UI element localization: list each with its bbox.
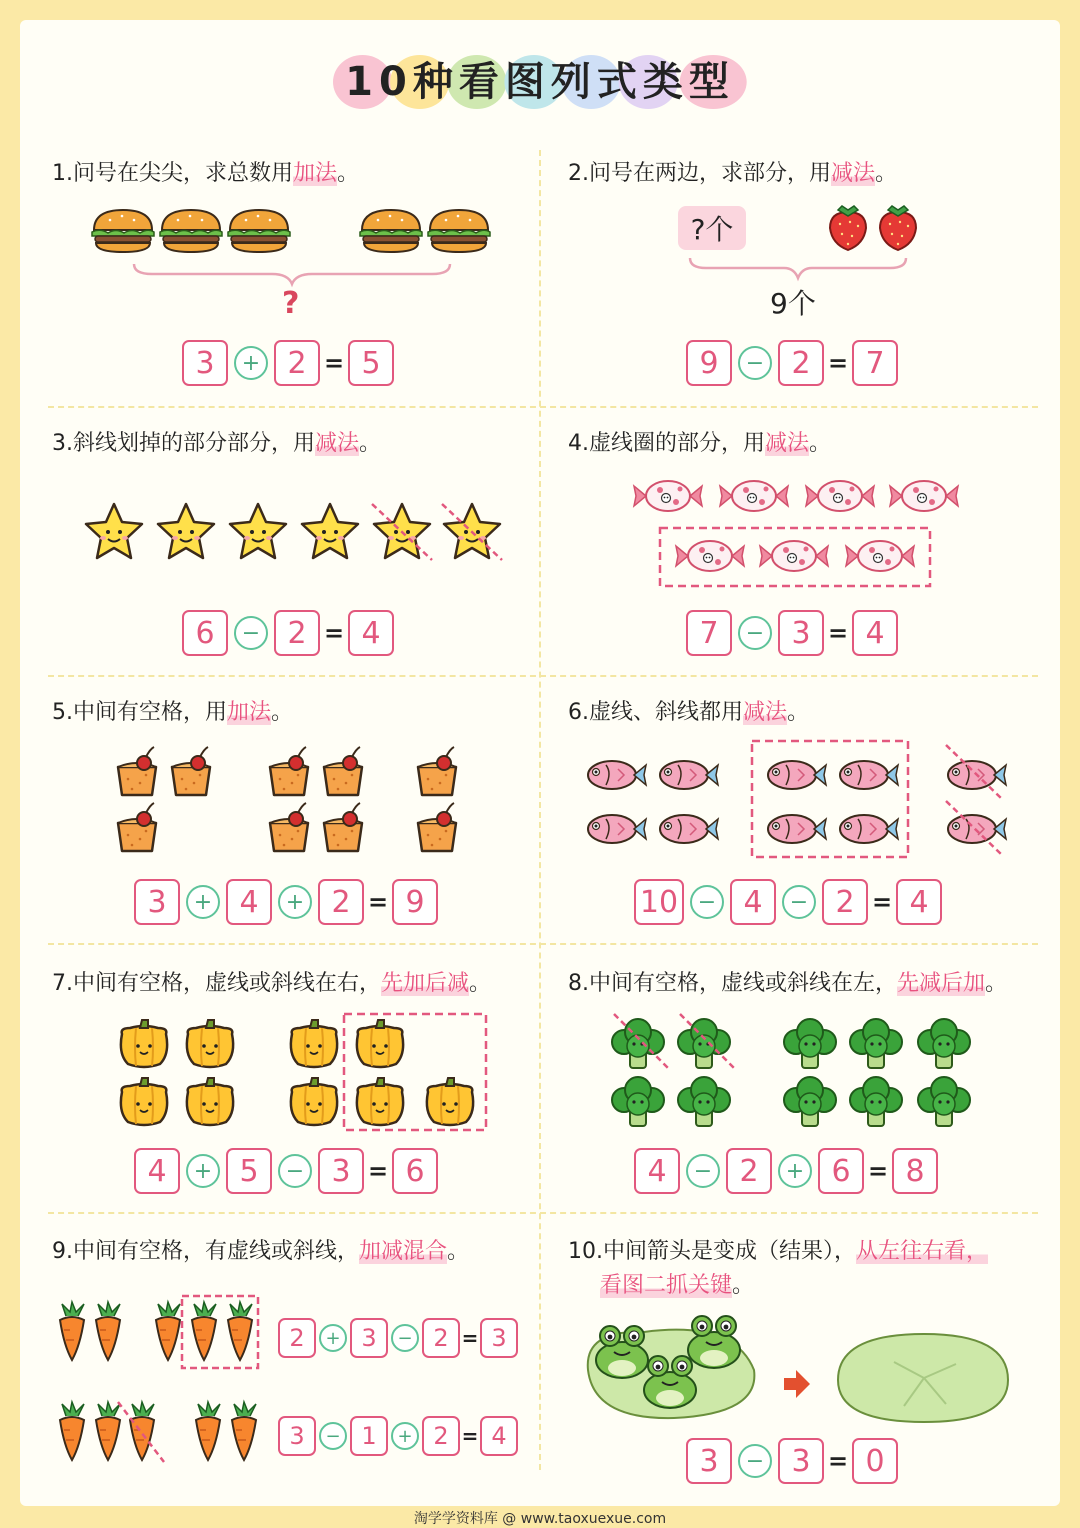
cake-icon <box>270 803 308 851</box>
pepper-icon <box>357 1078 403 1125</box>
equals-sign: = <box>323 619 345 647</box>
equation-number: 2 <box>318 879 364 925</box>
operator-minus: − <box>278 1154 312 1188</box>
pepper-icon <box>291 1078 337 1125</box>
section-4-heading: 4.虚线圈的部分，用减法。 <box>568 431 832 456</box>
burger-icon <box>428 210 490 252</box>
operator-minus: − <box>738 346 772 380</box>
burger-icon <box>92 210 154 252</box>
equation-result: 3 <box>480 1318 518 1358</box>
pepper-icon <box>357 1020 403 1067</box>
fish-icon <box>768 815 826 843</box>
fish-icon <box>840 815 898 843</box>
equation-result: 8 <box>892 1148 938 1194</box>
equation-number: 6 <box>182 610 228 656</box>
operator-plus: + <box>778 1154 812 1188</box>
section-9-heading: 9.中间有空格，有虚线或斜线，加减混合。 <box>52 1239 470 1264</box>
equation-number: 2 <box>274 610 320 656</box>
burger-icon <box>360 210 422 252</box>
equals-sign: = <box>367 1157 389 1185</box>
operator-plus: + <box>391 1422 419 1450</box>
candy-icon <box>676 541 744 571</box>
carrot-icon <box>96 1302 120 1360</box>
section-9 <box>22 1234 522 1502</box>
operator-minus: − <box>319 1422 347 1450</box>
operator-plus: + <box>186 1154 220 1188</box>
section-10-equation <box>686 1438 898 1484</box>
pepper-icon <box>187 1020 233 1067</box>
equation-number: 2 <box>726 1148 772 1194</box>
fish-icon-crossed <box>948 815 1006 843</box>
operator-plus: + <box>319 1324 347 1352</box>
equation-number: 6 <box>818 1148 864 1194</box>
section-6-heading: 6.虚线、斜线都用减法。 <box>568 700 810 725</box>
equals-sign: = <box>827 1447 849 1475</box>
equation-number: 9 <box>686 340 732 386</box>
fish-icon <box>660 815 718 843</box>
cake-icon <box>418 747 456 795</box>
section-3-heading: 3.斜线划掉的部分部分，用减法。 <box>52 431 382 456</box>
equals-sign: = <box>323 349 345 377</box>
operator-plus: + <box>186 885 220 919</box>
section-5-equation <box>134 879 438 925</box>
operator-plus: + <box>278 885 312 919</box>
operator-minus: − <box>690 885 724 919</box>
cake-illustration <box>114 743 474 853</box>
footer-credit: 淘学学资料库 @ www.taoxuexue.com <box>413 1511 667 1527</box>
section-1-equation <box>182 340 394 386</box>
cake-icon <box>172 747 210 795</box>
equals-sign: = <box>461 1326 479 1350</box>
equation-result: 4 <box>896 879 942 925</box>
burger-icon <box>228 210 290 252</box>
broccoli-icon <box>678 1077 730 1126</box>
equation-number: 4 <box>226 879 272 925</box>
section-3-equation <box>182 610 394 656</box>
carrot-icon <box>232 1402 256 1460</box>
broccoli-icon-crossed <box>678 1019 730 1068</box>
carrot-icon <box>196 1402 220 1460</box>
equation-number: 3 <box>318 1148 364 1194</box>
equation-number: 4 <box>730 879 776 925</box>
section-1-heading: 1.问号在尖尖，求总数用加法。 <box>52 161 360 186</box>
equals-sign: = <box>367 888 389 916</box>
section-7 <box>22 966 522 1234</box>
star-icon <box>158 504 214 558</box>
equation-number: 2 <box>822 879 868 925</box>
equation-number: 3 <box>686 1438 732 1484</box>
pepper-icon <box>291 1020 337 1067</box>
equation-number: 3 <box>182 340 228 386</box>
equals-sign: = <box>827 349 849 377</box>
unknown-part-tag: ?个 <box>678 206 746 250</box>
section-8 <box>538 966 1038 1234</box>
candy-icon <box>890 481 958 511</box>
broccoli-icon <box>612 1077 664 1126</box>
section-5-heading: 5.中间有空格，用加法。 <box>52 700 294 725</box>
section-2-heading: 2.问号在两边，求部分，用减法。 <box>568 161 898 186</box>
arrow-right-icon <box>784 1370 810 1398</box>
candy-illustration <box>632 476 972 596</box>
carrot-icon <box>96 1402 120 1460</box>
section-2-equation <box>686 340 898 386</box>
carrot-icon <box>192 1302 216 1360</box>
pepper-icon <box>121 1078 167 1125</box>
operator-plus: + <box>234 346 268 380</box>
fish-illustration <box>584 741 1014 861</box>
operator-minus: − <box>738 616 772 650</box>
fish-icon <box>840 761 898 789</box>
candy-icon <box>760 541 828 571</box>
candy-icon <box>634 481 702 511</box>
broccoli-icon <box>918 1077 970 1126</box>
section-5 <box>22 695 522 963</box>
equation-number: 3 <box>134 879 180 925</box>
broccoli-illustration <box>610 1014 990 1134</box>
strawberry-icon <box>880 206 916 250</box>
equation-number: 4 <box>134 1148 180 1194</box>
section-1 <box>22 156 522 424</box>
star-icon <box>302 504 358 558</box>
star-icon <box>230 504 286 558</box>
equation-result: 7 <box>852 340 898 386</box>
star-illustration <box>84 502 504 562</box>
section-7-heading: 7.中间有空格，虚线或斜线在右，先加后减。 <box>52 971 492 996</box>
page-title: 10种看图列式类型 <box>345 59 735 105</box>
operator-minus: − <box>686 1154 720 1188</box>
section-8-heading: 8.中间有空格，虚线或斜线在左，先减后加。 <box>568 971 1008 996</box>
equals-sign: = <box>871 888 893 916</box>
pepper-icon <box>121 1020 167 1067</box>
equation-number: 5 <box>226 1148 272 1194</box>
operator-minus: − <box>738 1444 772 1478</box>
broccoli-icon-crossed <box>612 1019 664 1068</box>
section-9-equation-2 <box>278 1416 518 1456</box>
frog-icon <box>688 1316 740 1368</box>
broccoli-icon <box>784 1019 836 1068</box>
carrot-illustration <box>54 1302 274 1472</box>
equals-sign: = <box>461 1424 479 1448</box>
operator-minus: − <box>234 616 268 650</box>
equation-number: 3 <box>350 1318 388 1358</box>
cake-icon <box>118 747 156 795</box>
equation-number: 3 <box>778 1438 824 1484</box>
section-4-equation <box>686 610 898 656</box>
fish-icon <box>768 761 826 789</box>
equation-result: 0 <box>852 1438 898 1484</box>
equation-number: 3 <box>778 610 824 656</box>
carrot-icon-crossed <box>130 1402 154 1460</box>
equation-result: 6 <box>392 1148 438 1194</box>
equation-number: 4 <box>634 1148 680 1194</box>
strawberry-icon <box>830 206 866 250</box>
equation-number: 7 <box>686 610 732 656</box>
fish-icon <box>660 761 718 789</box>
cake-icon <box>324 747 362 795</box>
burger-icon <box>160 210 222 252</box>
fish-icon <box>588 761 646 789</box>
title-area <box>0 52 1080 112</box>
broccoli-icon <box>784 1077 836 1126</box>
section-4 <box>538 426 1038 694</box>
section-6-equation <box>634 879 942 925</box>
equation-number: 1 <box>350 1416 388 1456</box>
equation-result: 4 <box>852 610 898 656</box>
equation-result: 9 <box>392 879 438 925</box>
fish-icon <box>588 815 646 843</box>
equation-number: 2 <box>422 1416 460 1456</box>
cake-icon <box>118 803 156 851</box>
section-10-heading: 10.中间箭头是变成（结果），从左往右看， <box>568 1239 989 1264</box>
equation-result: 5 <box>348 340 394 386</box>
equation-number: 2 <box>422 1318 460 1358</box>
equation-number: 2 <box>778 340 824 386</box>
broccoli-icon <box>850 1077 902 1126</box>
star-icon <box>86 504 142 558</box>
section-10-heading-line2: 看图二抓关键。 <box>600 1273 755 1298</box>
frog-illustration <box>584 1310 1014 1430</box>
section-7-equation <box>134 1148 438 1194</box>
broccoli-icon <box>850 1019 902 1068</box>
section-10 <box>538 1234 1038 1502</box>
equals-sign: = <box>867 1157 889 1185</box>
carrot-icon <box>60 1302 84 1360</box>
cake-icon <box>270 747 308 795</box>
equation-number: 3 <box>278 1416 316 1456</box>
candy-icon <box>720 481 788 511</box>
pepper-illustration <box>116 1014 496 1134</box>
section-3 <box>22 426 522 694</box>
total-brace <box>134 264 450 284</box>
pepper-icon <box>187 1078 233 1125</box>
question-mark: ? <box>282 286 300 321</box>
carrot-icon <box>228 1302 252 1360</box>
section-2 <box>538 156 1038 424</box>
cake-icon <box>418 803 456 851</box>
section-6 <box>538 695 1038 963</box>
equals-sign: = <box>827 619 849 647</box>
total-label: 9个 <box>770 287 816 320</box>
broccoli-icon <box>918 1019 970 1068</box>
section-9-equation-1 <box>278 1318 518 1358</box>
carrot-icon <box>156 1302 180 1360</box>
cake-icon <box>324 803 362 851</box>
equation-number: 2 <box>278 1318 316 1358</box>
strawberry-illustration <box>828 204 928 254</box>
equation-result: 4 <box>480 1416 518 1456</box>
operator-minus: − <box>391 1324 419 1352</box>
candy-icon <box>806 481 874 511</box>
pepper-icon <box>427 1078 473 1125</box>
operator-minus: − <box>782 885 816 919</box>
equation-number: 10 <box>634 879 684 925</box>
section-8-equation <box>634 1148 938 1194</box>
total-brace <box>688 256 908 280</box>
equation-result: 4 <box>348 610 394 656</box>
candy-icon <box>846 541 914 571</box>
equation-number: 2 <box>274 340 320 386</box>
carrot-icon <box>60 1402 84 1460</box>
